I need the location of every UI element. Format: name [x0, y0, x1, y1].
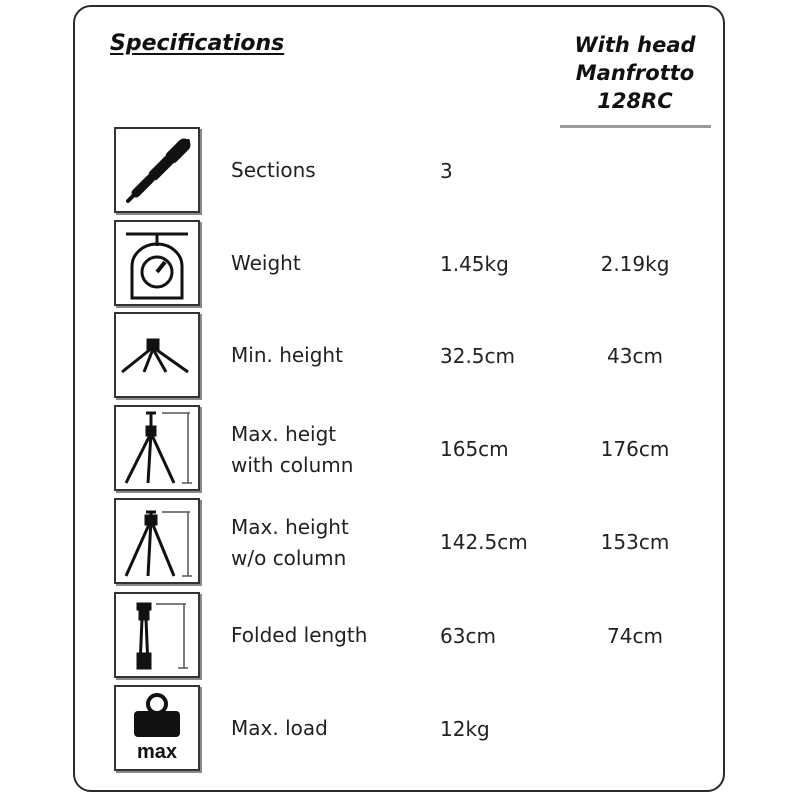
spec-label: Max. height w/o column: [231, 515, 349, 570]
spec-label: Sections: [231, 158, 316, 182]
spec-label: Folded length: [231, 623, 368, 647]
spec-row-weight: [0, 220, 800, 310]
max-height-column-tripod-icon: [114, 405, 200, 491]
spec-value: 142.5cm: [440, 530, 528, 554]
folded-length-icon: [114, 592, 200, 678]
spec-label: Weight: [231, 251, 301, 275]
column-header-line-3: 128RC: [597, 89, 673, 113]
spec-value: 63cm: [440, 624, 496, 648]
spec-row-max-height-without-column: [0, 498, 800, 588]
spec-value-with-head: 74cm: [607, 624, 663, 648]
weight-scale-icon: [114, 220, 200, 306]
spec-label: Min. height: [231, 343, 343, 367]
spec-value-with-head: 2.19kg: [600, 252, 670, 276]
max-height-no-column-tripod-icon: [114, 498, 200, 584]
spec-value: 32.5cm: [440, 344, 516, 368]
spec-value: 1.45kg: [440, 252, 509, 276]
column-header-line-2: Manfrotto: [575, 61, 695, 85]
spec-value: 12kg: [440, 717, 490, 741]
spec-value-with-head: 176cm: [600, 437, 670, 461]
spec-row-sections: [0, 127, 800, 217]
max-load-weight-icon: [114, 685, 200, 771]
min-height-tripod-icon: [114, 312, 200, 398]
spec-value: 165cm: [440, 437, 509, 461]
column-header-line-1: With head: [574, 33, 696, 57]
sections-icon: [114, 127, 200, 213]
spec-row-max-load: [0, 685, 800, 775]
spec-label: Max. heigt with column: [231, 422, 354, 477]
page-title: Specifications: [110, 31, 285, 56]
spec-row-min-height: [0, 312, 800, 402]
max-load-icon-text: max: [136, 741, 178, 763]
spec-value: 3: [440, 159, 453, 183]
spec-value-with-head: 43cm: [607, 344, 663, 368]
column-header-with-head: [560, 31, 710, 115]
spec-row-max-height-with-column: [0, 405, 800, 495]
spec-value-with-head: 153cm: [600, 530, 670, 554]
spec-row-folded-length: [0, 592, 800, 682]
spec-label: Max. load: [231, 716, 328, 740]
